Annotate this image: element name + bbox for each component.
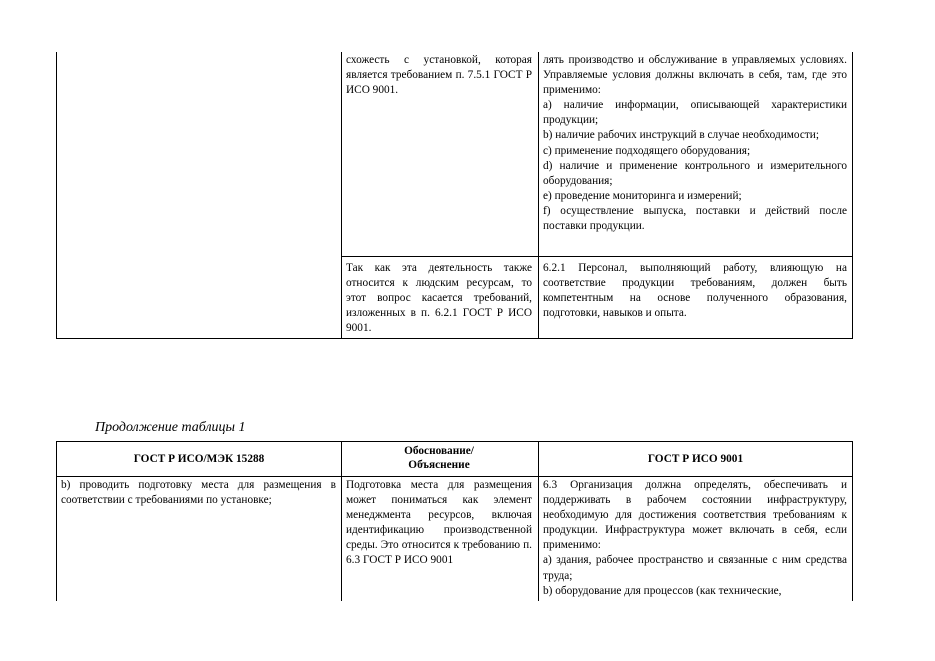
justification-cell: Подготовка места для размещения может пониматься как элемент менеджмента ресурсов, включая идентификацию производственной среды. Это относится к требованию п. 6.3 ГОСТ Р ИСО 9001 bbox=[346, 479, 532, 567]
iso9001-cell bbox=[543, 53, 847, 234]
paragraph: 6.3 Организация должна определять, обеспечивать и поддерживать в рабочем состоянии инфраструктуру, необходимую для достижения соответствия требованиям к продукции. Инфраструктура может включать в себя, если применимо: bbox=[543, 479, 847, 552]
justification-cell: схожесть с установкой, которая является требованием п. 7.5.1 ГОСТ Р ИСО 9001. bbox=[346, 54, 532, 97]
table-row-divider bbox=[341, 256, 853, 257]
list-item: a) здания, рабочее пространство и связанные с ним средства труда; bbox=[543, 554, 847, 582]
table-header-divider bbox=[56, 476, 853, 477]
table-border-right bbox=[852, 441, 853, 601]
iso9001-cell bbox=[543, 478, 847, 601]
requirement-cell: b) проводить подготовку места для размещения в соответствии с требованиями по установке; bbox=[61, 479, 336, 507]
table-border-bottom bbox=[56, 338, 853, 339]
list-item: d) наличие и применение контрольного и измерительного оборудования; bbox=[543, 159, 847, 187]
column-header: ГОСТ Р ИСО 9001 bbox=[647, 453, 744, 465]
list-item: b) наличие рабочих инструкций в случае необходимости; bbox=[543, 129, 819, 142]
list-item: c) применение подходящего оборудования; bbox=[543, 144, 751, 157]
table-border-col bbox=[341, 441, 342, 601]
table-border-col bbox=[538, 52, 539, 339]
table-border-right bbox=[852, 52, 853, 339]
table-caption: Продолжение таблицы 1 bbox=[95, 420, 246, 435]
justification-cell: Так как эта деятельность также относится к людским ресурсам, то этот вопрос касается требований, изложенных в п. 6.2.1 ГОСТ Р ИСО 9001. bbox=[346, 262, 532, 335]
table-border-left bbox=[56, 52, 57, 339]
list-item: f) осуществление выпуска, поставки и действий после поставки продукции. bbox=[543, 204, 847, 233]
paragraph: лять производство и обслуживание в управляемых условиях. Управляемые условия должны включать в себя, там, где это применимо: bbox=[543, 54, 847, 97]
list-item: b) оборудование для процессов (как технические, bbox=[543, 584, 782, 597]
list-item: a) наличие информации, описывающей характеристики продукции; bbox=[543, 99, 847, 127]
column-header: Обоснование/ Объяснение bbox=[404, 445, 474, 471]
table-border-top bbox=[56, 441, 853, 442]
column-header: ГОСТ Р ИСО/МЭК 15288 bbox=[133, 453, 265, 465]
iso9001-cell: 6.2.1 Персонал, выполняющий работу, влияющую на соответствие продукции требованиям, должен быть компетентным на основе полученного образования, подготовки, навыков и опыта. bbox=[543, 262, 847, 320]
list-item: e) проведение мониторинга и измерений; bbox=[543, 189, 742, 202]
table-border-col bbox=[341, 52, 342, 339]
